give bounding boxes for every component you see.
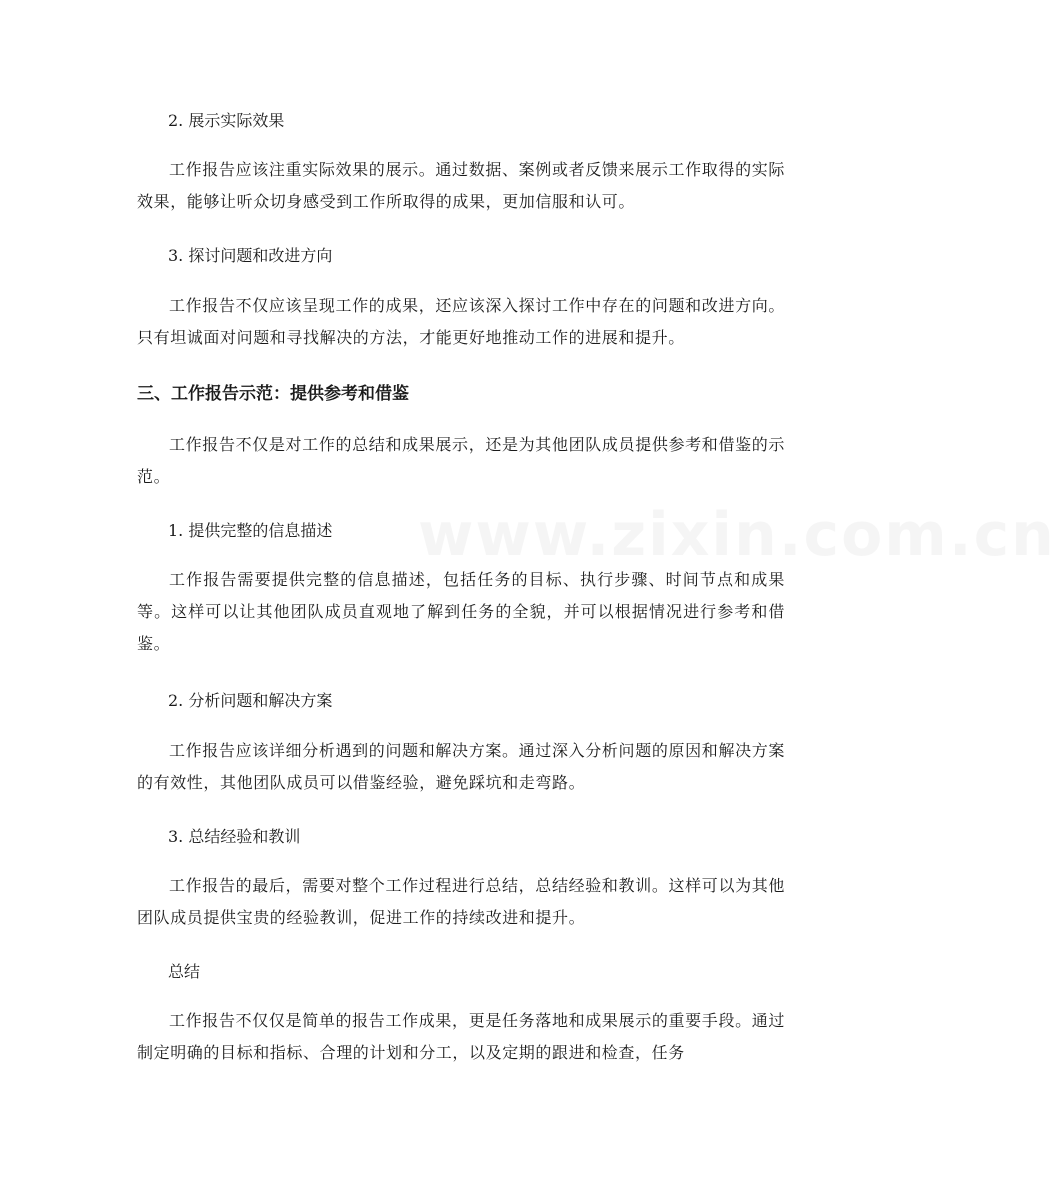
subsection-title: 3. 总结经验和教训 (168, 827, 301, 846)
paragraph: 工作报告不仅应该呈现工作的成果，还应该深入探讨工作中存在的问题和改进方向。只有坦诚面对问题和寻找解决的方法，才能更好地推动工作的进展和提升。 (137, 296, 785, 347)
subsection-title: 2. 分析问题和解决方案 (168, 691, 333, 710)
paragraph: 工作报告应该详细分析遇到的问题和解决方案。通过深入分析问题的原因和解决方案的有效性，其他团队成员可以借鉴经验，避免踩坑和走弯路。 (137, 741, 785, 792)
subsection-title: 3. 探讨问题和改进方向 (168, 246, 333, 265)
subsection-title: 2. 展示实际效果 (168, 111, 285, 130)
paragraph: 工作报告需要提供完整的信息描述，包括任务的目标、执行步骤、时间节点和成果等。这样可以让其他团队成员直观地了解到任务的全貌，并可以根据情况进行参考和借鉴。 (137, 570, 785, 653)
paragraph: 工作报告不仅仅是简单的报告工作成果，更是任务落地和成果展示的重要手段。通过制定明确的目标和指标、合理的计划和分工，以及定期的跟进和检查，任务 (137, 1011, 785, 1062)
paragraph: 工作报告的最后，需要对整个工作过程进行总结，总结经验和教训。这样可以为其他团队成员提供宝贵的经验教训，促进工作的持续改进和提升。 (137, 876, 785, 927)
subsection-title: 1. 提供完整的信息描述 (168, 521, 333, 540)
section-heading: 三、工作报告示范：提供参考和借鉴 (137, 384, 409, 404)
paragraph: 工作报告不仅是对工作的总结和成果展示，还是为其他团队成员提供参考和借鉴的示范。 (137, 435, 785, 486)
paragraph: 工作报告应该注重实际效果的展示。通过数据、案例或者反馈来展示工作取得的实际效果，能够让听众切身感受到工作所取得的成果，更加信服和认可。 (137, 160, 785, 211)
subsection-title: 总结 (168, 962, 201, 981)
watermark: www.zixin.com.cn (418, 500, 1056, 570)
